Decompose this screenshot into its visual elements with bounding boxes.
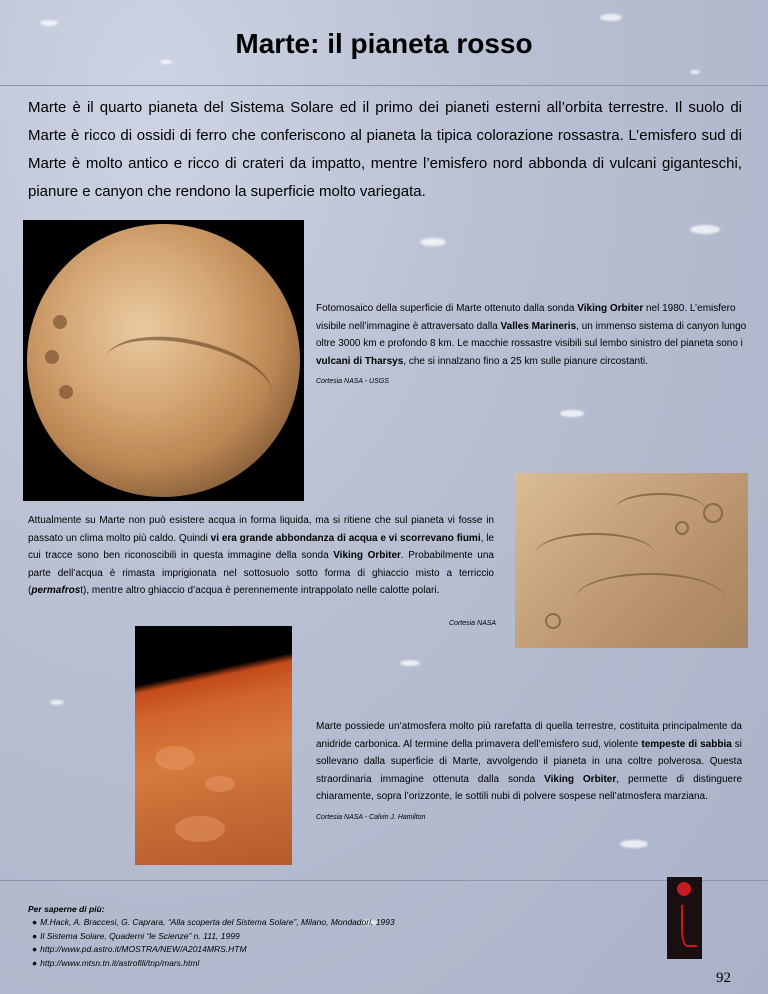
tharsis-volcano-spot <box>53 315 67 329</box>
paragraph-bold-italic: permafros <box>31 585 81 596</box>
caption-bold: Viking Orbiter <box>577 303 644 314</box>
water-paragraph <box>28 512 494 600</box>
background-speck <box>600 14 622 21</box>
globe-caption <box>316 300 750 370</box>
river-channel <box>535 533 655 575</box>
paragraph-bold: Viking Orbiter <box>333 550 401 561</box>
background-speck <box>560 410 584 417</box>
background-speck <box>50 700 64 705</box>
background-speck <box>620 840 648 848</box>
river-channel <box>615 493 705 525</box>
caption-text: Fotomosaico della superficie di Marte ottenuto dalla sonda <box>316 303 578 314</box>
reference-link[interactable] <box>28 943 548 957</box>
mars-horizon-image <box>135 626 292 865</box>
reference-link[interactable] <box>28 957 548 971</box>
references-section <box>28 904 548 970</box>
caption-text: nel 1980. L’emisfero visibile nell’immagine è attraversato dalla <box>316 303 736 332</box>
image-credit: Cortesia NASA - USGS <box>316 378 389 385</box>
reference-text: Il Sistema Solare, Quaderni “le Scienze” n. 111, 1999 <box>40 930 240 941</box>
background-speck <box>690 70 700 74</box>
tharsis-volcano-spot <box>59 385 73 399</box>
paragraph-text: , permette di distinguere chiaramente, sopra l’orizzonte, le sottili nubi di polvere sospese nell’atmosfera marziana. <box>316 773 743 802</box>
paragraph-text: Marte possiede un’atmosfera molto più rarefatta di quella terrestre, costituita principalmente da anidride carbonica. Al termine della primavera dell’emisfero sud, violente <box>316 721 742 750</box>
paragraph-bold: vi era grande abbondanza di acqua e vi scorrevano fiumi <box>210 532 481 544</box>
emblem-icon <box>677 882 691 896</box>
paragraph-text: Attualmente su Marte non può esistere acqua in forma liquida, ma si ritiene che sul pianeta vi fosse in passato un clima molto più caldo. Quindi <box>28 515 494 544</box>
paragraph-bold: tempeste di sabbia <box>641 738 732 750</box>
background-speck <box>400 660 420 666</box>
mars-globe-image <box>23 220 304 501</box>
image-credit: Cortesia NASA - Calvin J. Hamilton <box>316 814 426 821</box>
page-title: Marte: il pianeta rosso <box>235 28 533 59</box>
bottom-divider <box>0 880 768 881</box>
reference-item <box>28 916 548 930</box>
paragraph-text: , le cui tracce sono ben riconoscibili in questa immagine della sonda <box>28 532 494 561</box>
background-speck <box>40 20 58 26</box>
paragraph-text: t), mentre altro ghiaccio d’acqua è perennemente intrappolato nelle calotte polari. <box>80 585 440 596</box>
crater <box>703 503 723 523</box>
reference-text: M.Hack, A. Braccesi, G. Caprara, “Alla scoperta del Sistema Solare”, Milano, Mondadori, 1993 <box>40 917 395 927</box>
background-speck <box>160 60 172 64</box>
bullet-icon: ● <box>32 957 38 968</box>
crater <box>545 613 561 629</box>
image-credit: Cortesia NASA <box>449 620 497 627</box>
paragraph-text: si sollevano dalla superficie di Marte, avvolgendo il pianeta in una coltre polverosa. Questa straordinaria immagine ottenuta dalla sonda <box>316 738 743 785</box>
atmosphere-paragraph <box>316 718 742 806</box>
swirl-graphic <box>681 905 697 947</box>
references-title: Per saperne di più: <box>28 904 105 914</box>
paragraph-text: . Probabilmente una parte dell’acqua è rimasta imprigionata nel sottosuolo sotto forma di ghiaccio misto a terriccio ( <box>28 550 494 596</box>
background-speck <box>690 225 720 234</box>
top-divider <box>0 85 768 86</box>
page-number: 92 <box>716 970 731 986</box>
surface-crater <box>155 746 195 770</box>
reference-item <box>28 930 548 944</box>
river-channel <box>575 573 725 625</box>
caption-bold: vulcani di Tharsys <box>316 355 404 367</box>
bullet-icon: ● <box>32 917 38 927</box>
surface-crater <box>205 776 235 792</box>
bullet-icon: ● <box>32 930 38 941</box>
book-cover-logo <box>667 877 702 959</box>
bullet-icon: ● <box>32 944 38 954</box>
background-speck <box>420 238 446 246</box>
reference-url[interactable]: http://www.pd.astro.it/MOSTRA/NEW/A2014MRS.HTM <box>40 944 247 954</box>
paragraph-bold: Viking Orbiter <box>544 773 617 785</box>
caption-text: , che si innalzano fino a 25 km sulle pianure circostanti. <box>403 355 648 367</box>
surface-crater <box>175 816 225 842</box>
intro-paragraph: Marte è il quarto pianeta del Sistema Solare ed il primo dei pianeti esterni all’orbita terrestre. Il suolo di Marte è ricco di ossidi di ferro che conferiscono al pianeta la tipica colorazione rossastra. L’emisfero sud di Marte è molto antico e ricco di crateri da impatto, mentre l’emisfero nord abbonda di vulcani giganteschi, pianure e canyon che rendono la superficie molto variegata. <box>28 99 742 200</box>
caption-text: , un immenso sistema di canyon lungo oltre 3000 km e profondo 8 km. Le macchie rossastre visibili sul lembo sinistro del pianeta sono i <box>316 320 747 349</box>
reference-url[interactable]: http://www.mtsn.tn.it/astrofili/tnp/mars.html <box>40 957 200 968</box>
references-list <box>28 916 548 970</box>
tharsis-volcano-spot <box>45 350 59 364</box>
caption-bold: Valles Marineris <box>500 320 577 332</box>
mars-river-channels-image <box>515 473 748 648</box>
